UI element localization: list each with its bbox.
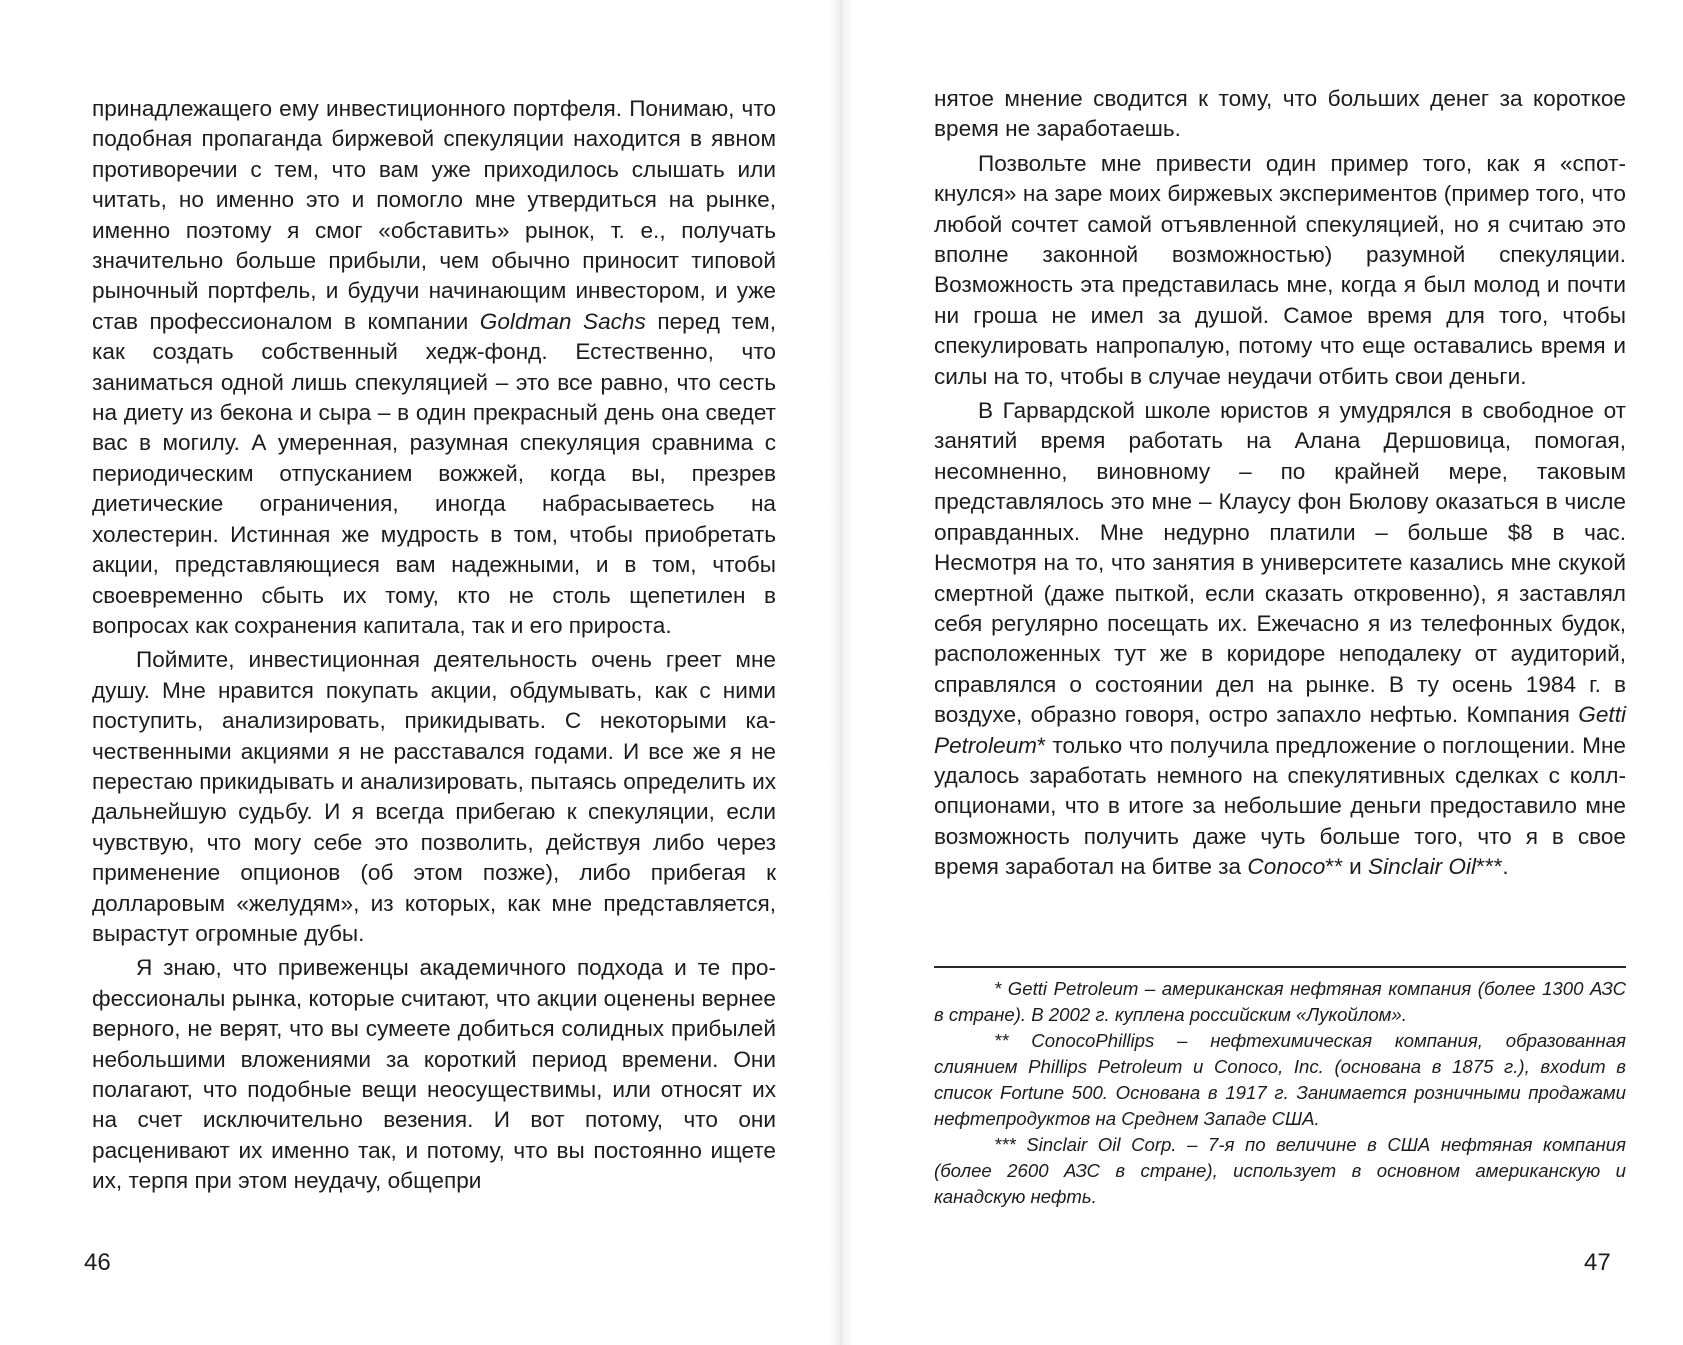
body-paragraph (92, 953, 776, 1196)
page-number: 47 (1584, 1249, 1611, 1276)
footnote-divider (934, 966, 1626, 968)
company-name: Goldman Sachs (479, 308, 646, 334)
left-page (0, 0, 841, 1345)
body-text: Позвольте мне привести один пример того, как я «споткнулся» на заре моих биржевых экспериментов (пример того, что любой сочтет самой отъявленной спекуляцией, но я считаю это вполне законной возможностью) разумной спекуляции. Возможность эта представилась мне, когда я был молод и почти ни гроша не имел за душой. Самое время для того, чтобы спекулировать напропалую, потому что еще оставались время и силы на то, чтобы в случае неудачи отбить свои деньги. (934, 150, 1626, 389)
footnotes (934, 976, 1626, 1210)
body-text: В Гарвардской школе юристов я умудрялся в свободное от занятий время работать на Алана Дершовица, помогая, несомненно, виновному – по крайней мере, таковым представлялось это мне – Клаусу фон Бюлову оказаться в числе оправданных. Мне недурно платили – больше $8 в час. Несмотря на то, что занятия в университете казались мне скукой смертной (даже пыткой, если сказать откровенно), я заставлял себя регулярно посещать их. Ежечасно я из телефонных будок, расположенных тут же в коридоре неподалеку от аудиторий, справлялся о состоянии дел на рынке. В ту осень 1984 г. в воздухе, образно говоря, остро запахло нефтью. Компания (934, 398, 1626, 728)
body-paragraph (92, 645, 776, 949)
body-paragraph (92, 94, 776, 641)
body-text: * только что получила предложение о поглощении. Мне удалось заработать немного на спекулятивных сделках с колл-опционами, что в итоге за небольшие деньги предоставило мне возможность получить даже чуть больше того, что я в свое время заработал на битве за (934, 732, 1626, 880)
page-number: 46 (84, 1249, 111, 1276)
footnote: *** Sinclair Oil Corp. – 7-я по величине в США нефтяная компания (более 2600 АЗС в стране), использует в основном американскую и канадскую нефть. (934, 1134, 1626, 1207)
body-paragraph (934, 149, 1626, 392)
body-text: Я знаю, что привеженцы академичного подхода и те профессионалы рынка, которые считают, что акции оценены вернее верного, не верят, что вы сумеете добиться солидных прибылей небольшими вложениями за короткий период времени. Они полагают, что подобные вещи неосуществимы, или относят их на счет исключительно везения. И вот потому, что они расценивают их именно так, и потому, что вы постоянно ищете их, терпя при этом неудачу, общепри (92, 955, 776, 1194)
footnote: ** ConocoPhillips – нефтехимическая компания, образованная слиянием Phillips Petroleum и Conoco, Inc. (основана в 1875 г.), вхоdит в список Fortune 500. Основана в 1917 г. Занимается розничными продажами нефтепродуктов на Среднем Западе США. (934, 1030, 1626, 1129)
company-name: Getti Petroleum (934, 702, 1626, 758)
body-text: ** и (1325, 854, 1369, 880)
footnote: * Getti Petroleum – американская нефтяная компания (более 1300 АЗС в стране). В 2002 г. куплена российским «Лукойлом». (934, 978, 1626, 1025)
body-text: перед тем, как создать собственный хедж-фонд. Естественно, что заниматься одной лишь спекуляцией – это все равно, что сесть на диету из бекона и сыра – в один прекрасный день она сведет вас в могилу. А умеренная, разумная спекуляция сравнима с периодическим отпусканием вожжей, когда вы, презрев диетические ограничения, иногда набрасываетесь на холестерин. Истинная же мудрость в том, чтобы приобретать акции, представляющиеся вам надежными, и в том, чтобы своевременно сбыть их тому, кто не столь щепетилен в вопросах как сохранения капитала, так и его прироста. (92, 308, 776, 638)
right-page (841, 0, 1683, 1345)
body-paragraph (934, 84, 1626, 145)
left-page-body (92, 94, 776, 1197)
body-text: принадлежащего ему инвестиционного портфеля. Понимаю, что подобная пропаганда биржевой спекуляции находится в явном противоречии с тем, что вам уже приходилось слышать или читать, но именно это и помогло мне утвердиться на рынке, именно поэтому я смог «обставить» рынок, т. е., получать значительно больше прибыли, чем обычно приносит типовой рыночный портфель, и будучи начинающим инвестором, и уже став профессионалом в компании (92, 96, 776, 334)
right-page-body (934, 84, 1626, 883)
body-text: Поймите, инвестиционная деятельность очень греет мне душу. Мне нравится покупать акции, обдумывать, как с ними поступить, анализировать, прикидывать. С некоторыми качественными акциями я не расставался годами. И все же я не перестаю прикидывать и анализировать, пытаясь определить их дальнейшую судьбу. И я всегда прибегаю к спекуляции, если чувствую, что могу себе это позволить, действуя либо через применение опционов (об этом позже), либо прибегая к долларовым «желудям», из которых, как мне представляется, вырастут огромные дубы. (92, 647, 776, 946)
company-name: Conoco (1247, 854, 1326, 880)
company-name: Sinclair Oil (1368, 854, 1477, 880)
body-text: ***. (1476, 854, 1509, 880)
body-paragraph (934, 396, 1626, 883)
body-text: нятое мнение сводится к тому, что больших денег за короткое время не заработаешь. (934, 86, 1626, 142)
